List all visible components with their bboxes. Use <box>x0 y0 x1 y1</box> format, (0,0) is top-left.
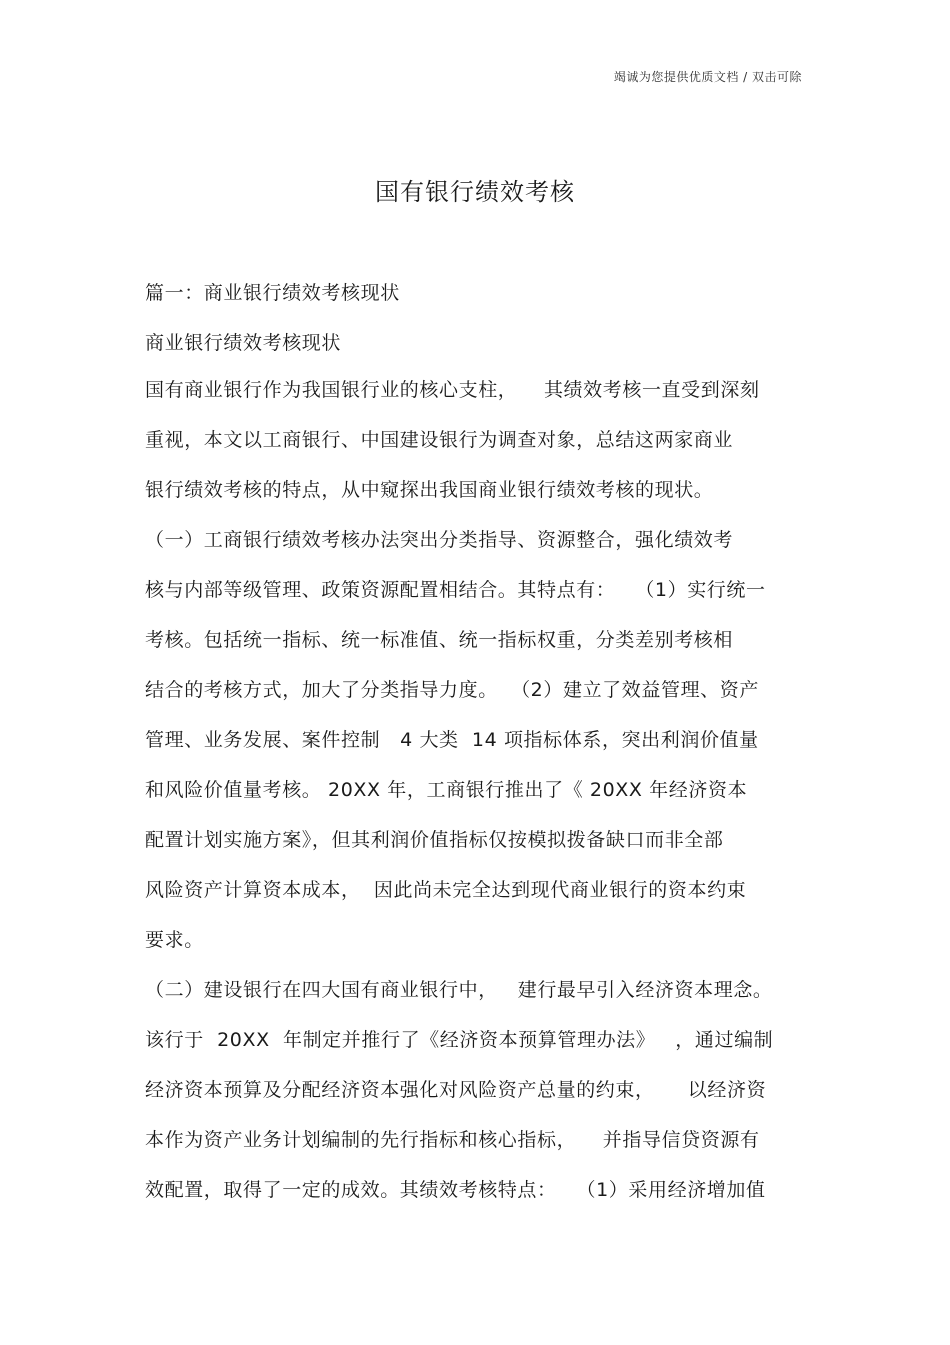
header-note: 竭诚为您提供优质文档 / 双击可除 <box>613 70 802 84</box>
body-line: 结合的考核方式，加大了分类指导力度。 （2）建立了效益管理、资产 <box>145 679 759 701</box>
body-line: 经济资本预算及分配经济资本强化对风险资产总量的约束， 以经济资 <box>145 1079 767 1101</box>
body-line: 风险资产计算资本成本， 因此尚未完全达到现代商业银行的资本约束 <box>145 879 747 901</box>
body-line: 效配置，取得了一定的成效。其绩效考核特点： （1）采用经济增加值 <box>145 1179 766 1201</box>
body-line: 本作为资产业务计划编制的先行指标和核心指标， 并指导信贷资源有 <box>145 1129 760 1151</box>
document-title: 国有银行绩效考核 <box>375 178 575 206</box>
body-line: 重视，本文以工商银行、中国建设银行为调查对象，总结这两家商业 <box>145 429 734 451</box>
body-line: 配置计划实施方案》，但其利润价值指标仅按模拟拨备缺口而非全部 <box>145 829 724 851</box>
body-line: （一）工商银行绩效考核办法突出分类指导、资源整合，强化绩效考 <box>145 529 734 551</box>
body-line: 核与内部等级管理、政策资源配置相结合。其特点有： （1）实行统一 <box>145 579 766 601</box>
body-line: 该行于 20XX 年制定并推行了《经济资本预算管理办法》 ，通过编制 <box>145 1029 774 1051</box>
body-line: 银行绩效考核的特点，从中窥探出我国商业银行绩效考核的现状。 <box>145 479 714 501</box>
body-line: 管理、业务发展、案件控制 4 大类 14 项指标体系，突出利润价值量 <box>145 729 759 751</box>
subheading: 商业银行绩效考核现状 <box>145 332 342 354</box>
body-line: 和风险价值量考核。 20XX 年，工商银行推出了《 20XX 年经济资本 <box>145 779 748 801</box>
body-line: 考核。包括统一指标、统一标准值、统一指标权重，分类差别考核相 <box>145 629 734 651</box>
body-line: 要求。 <box>145 929 204 951</box>
section-heading: 篇一：商业银行绩效考核现状 <box>145 282 400 304</box>
body-line: （二）建设银行在四大国有商业银行中， 建行最早引入经济资本理念。 <box>145 979 773 1001</box>
body-line: 国有商业银行作为我国银行业的核心支柱， 其绩效考核一直受到深刻 <box>145 379 760 401</box>
